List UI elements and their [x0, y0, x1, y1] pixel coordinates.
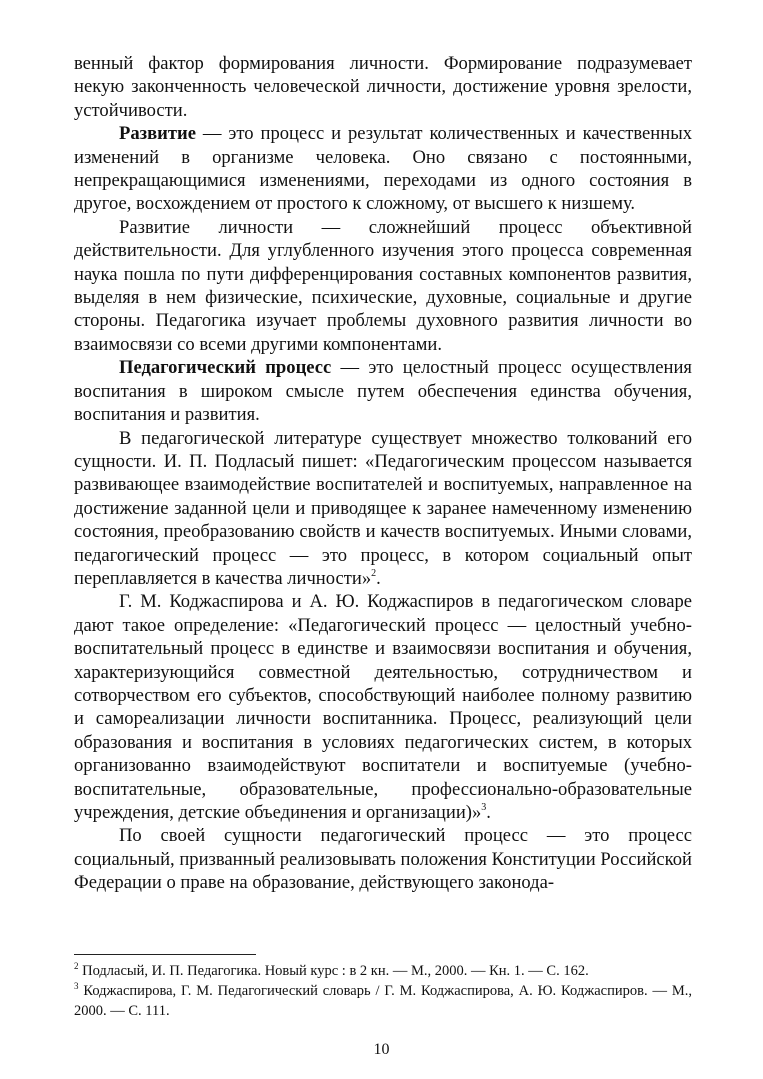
footnote-ref-2[interactable]: 2: [371, 567, 377, 579]
footnote-number: 3: [74, 981, 79, 991]
footnote-2: $^2$ Подласый, И. П. Педагогика. Новый курс : в 2 кн. — М., 2000. — Кн. 1. — С. 162.: [74, 961, 589, 979]
footnote-3: $^3$ Коджаспирова, Г. М. Педагогический словарь / Г. М. Коджаспирова, А. Ю. Коджаспиров. — М., 2000. — С. 111.: [74, 981, 692, 1019]
term-pedagogical-process: Педагогический процесс: [119, 357, 332, 379]
paragraph-6: Г. М. Коджаспирова и А. Ю. Коджаспиров в педагогическом словаре дают такое определение: «Педагогический процесс — целостный учебно-воспитательный процесс в единстве и взаимосвязи воспитания и обучения, характеризующийся совместной деятельностью, сотрудничеством и сотворчеством его субъектов, способствующий наиболее полному развитию и самореализации личности воспитанника. Процесс, реализующий цели образования и воспитания в условиях педагогических систем, в которых организованно взаимодействуют воспитатели и воспитуемые (учебно-воспитательные, образовательные, профессионально-образовательные учреждения, детские объединения и организации)»$^3$.: [74, 591, 692, 823]
paragraph-5: В педагогической литературе существует множество толкований его сущности. И. П. Подласый пишет: «Педагогическим процессом называется развивающее взаимодействие воспитателей и воспитуемых, направленное на достижение заданной цели и приводящее к заранее намеченному изменению состояния, преобразованию свойств и качеств воспитуемых. Иными словами, педагогический процесс — это процесс, в котором социальный опыт переплавляется в качества личности»$^2$.: [74, 427, 692, 589]
paragraph-7: По своей сущности педагогический процесс — это процесс социальный, призванный реализовывать положения Конституции Российской Федерации о праве на образование, действующего законода-: [74, 825, 692, 894]
footnote-ref-3[interactable]: 3: [481, 802, 487, 813]
page-number: 10: [373, 1041, 390, 1058]
footnote-divider: [74, 954, 256, 955]
paragraph-4: Педагогический процесс — это целостный процесс осуществления воспитания в широком смысле путем обеспечения единства обучения, воспитания и развития.: [74, 357, 692, 426]
footnote-number: 2: [74, 961, 79, 971]
term-development: Развитие: [119, 123, 196, 145]
page-body: [74, 52, 692, 895]
footnotes: [74, 961, 692, 1021]
paragraph-1: венный фактор формирования личности. Формирование подразумевает некую законченность человеческой личности, достижение уровня зрелости, устойчивости.: [74, 53, 692, 121]
paragraph-2: Развитие — это процесс и результат количественных и качественных изменений в организме человека. Оно связано с постоянными, непрекращающимися изменениями, переходами из одного состояния в другое, восхождением от простого к сложному, от высшего к низшему.: [74, 123, 692, 215]
paragraph-3: Развитие личности — сложнейший процесс объективной действительности. Для углубленного изучения этого процесса современная наука пошла по пути дифференцирования составных компонентов развития, выделяя в нем физические, психические, духовные, социальные и другие стороны. Педагогика изучает проблемы духовного развития личности во взаимосвязи со всеми другими компонентами.: [74, 216, 692, 355]
